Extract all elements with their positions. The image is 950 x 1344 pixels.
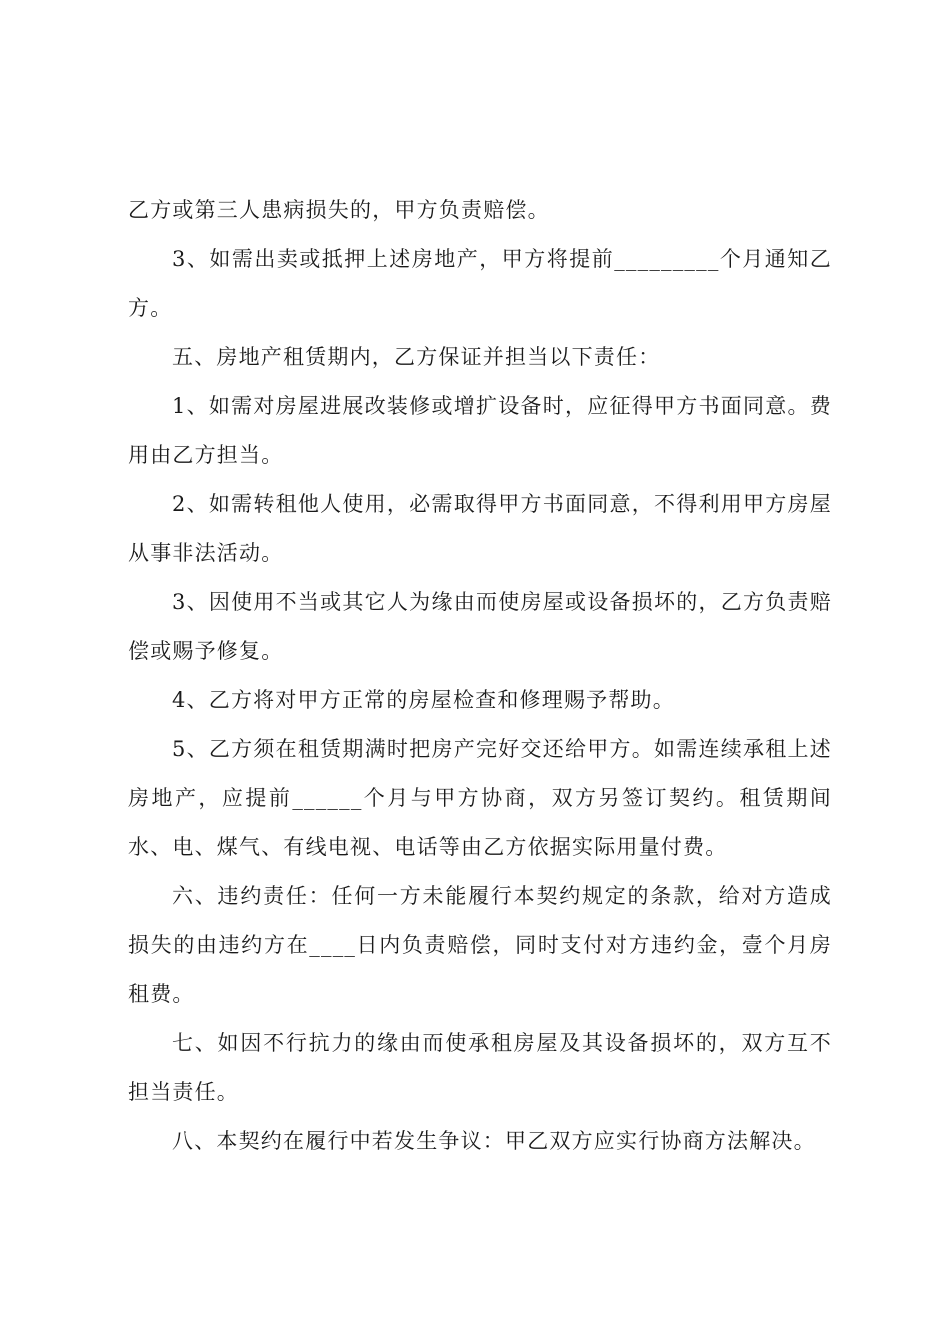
paragraph-clause-2-sublet: 2、如需转租他人使用，必需取得甲方书面同意，不得利用甲方房屋从事非法活动。 (128, 492, 832, 565)
paragraph-clause-3-sale-notice: 3、如需出卖或抵押上述房地产，甲方将提前_________个月通知乙方。 (128, 247, 832, 320)
paragraph-clause-3-damage: 3、因使用不当或其它人为缘由而使房屋或设备损坏的，乙方负责赔偿或赐予修复。 (128, 590, 832, 663)
paragraph-section-8-dispute: 八、本契约在履行中若发生争议：甲乙双方应实行协商方法解决。 (172, 1129, 816, 1153)
paragraph-section-5-heading: 五、房地产租赁期内，乙方保证并担当以下责任： (172, 345, 661, 369)
paragraph-clause-4-inspection: 4、乙方将对甲方正常的房屋检查和修理赐予帮助。 (172, 688, 675, 712)
paragraph-continuation: 乙方或第三人患病损失的，甲方负责赔偿。 (128, 198, 550, 222)
document-body (128, 186, 832, 1166)
paragraph-section-7-force-majeure: 七、如因不行抗力的缘由而使承租房屋及其设备损坏的，双方互不担当责任。 (128, 1031, 832, 1104)
paragraph-section-6-liability: 六、违约责任：任何一方未能履行本契约规定的条款，给对方造成损失的由违约方在____日内负责赔偿，同时支付对方违约金，壹个月房租费。 (128, 884, 832, 1006)
paragraph-clause-1-renovation: 1、如需对房屋进展改装修或增扩设备时，应征得甲方书面同意。费用由乙方担当。 (128, 394, 832, 467)
paragraph-clause-5-return: 5、乙方须在租赁期满时把房产完好交还给甲方。如需连续承租上述房地产，应提前______个月与甲方协商，双方另签订契约。租赁期间水、电、煤气、有线电视、电话等由乙方依据实际用量付费。 (128, 737, 832, 859)
